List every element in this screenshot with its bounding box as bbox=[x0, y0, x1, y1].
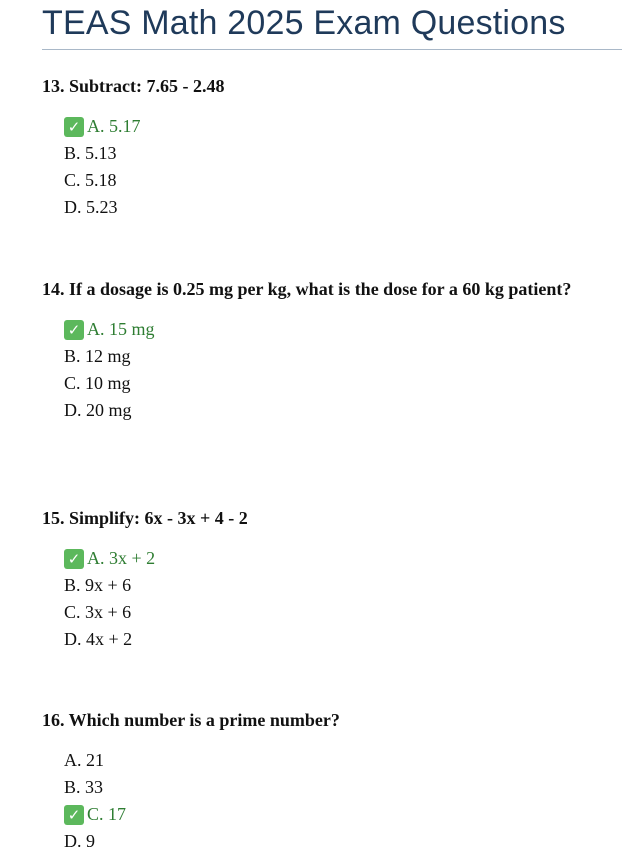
option-label: A. 15 mg bbox=[87, 319, 155, 339]
question-16 bbox=[42, 706, 612, 855]
option-c[interactable] bbox=[64, 167, 612, 194]
option-label: D. 9 bbox=[64, 831, 95, 851]
option-b[interactable] bbox=[64, 140, 612, 167]
option-b[interactable] bbox=[64, 774, 612, 801]
option-label: D. 5.23 bbox=[64, 197, 118, 217]
option-label: A. 3x + 2 bbox=[87, 548, 156, 568]
option-label: B. 12 mg bbox=[64, 346, 131, 366]
option-a[interactable] bbox=[64, 747, 612, 774]
question-text: 13. Subtract: 7.65 - 2.48 bbox=[42, 76, 225, 96]
option-c[interactable] bbox=[64, 801, 612, 828]
page-title: TEAS Math 2025 Exam Questions bbox=[42, 4, 566, 42]
check-icon: ✓ bbox=[64, 117, 84, 137]
answer-options bbox=[42, 113, 612, 221]
option-label: C. 5.18 bbox=[64, 170, 117, 190]
option-d[interactable] bbox=[64, 194, 612, 221]
question-text: 15. Simplify: 6x - 3x + 4 - 2 bbox=[42, 508, 248, 528]
option-c[interactable] bbox=[64, 370, 612, 397]
option-b[interactable] bbox=[64, 343, 612, 370]
option-a[interactable] bbox=[64, 545, 612, 572]
title-divider bbox=[42, 49, 622, 50]
question-13 bbox=[42, 72, 612, 221]
option-label: A. 21 bbox=[64, 750, 104, 770]
question-15 bbox=[42, 504, 612, 653]
question-text: 14. If a dosage is 0.25 mg per kg, what is the dose for a 60 kg patient? bbox=[42, 279, 572, 299]
option-d[interactable] bbox=[64, 626, 612, 653]
answer-options bbox=[42, 747, 612, 855]
option-label: D. 20 mg bbox=[64, 400, 132, 420]
question-text: 16. Which number is a prime number? bbox=[42, 710, 340, 730]
option-label: C. 17 bbox=[87, 804, 127, 824]
option-label: B. 9x + 6 bbox=[64, 575, 132, 595]
answer-options bbox=[42, 545, 612, 653]
option-a[interactable] bbox=[64, 316, 612, 343]
option-d[interactable] bbox=[64, 828, 612, 855]
option-d[interactable] bbox=[64, 397, 612, 424]
option-c[interactable] bbox=[64, 599, 612, 626]
option-label: A. 5.17 bbox=[87, 116, 141, 136]
check-icon: ✓ bbox=[64, 549, 84, 569]
option-b[interactable] bbox=[64, 572, 612, 599]
option-label: B. 5.13 bbox=[64, 143, 117, 163]
question-14 bbox=[42, 275, 612, 424]
option-label: D. 4x + 2 bbox=[64, 629, 133, 649]
answer-options bbox=[42, 316, 612, 424]
check-icon: ✓ bbox=[64, 805, 84, 825]
option-a[interactable] bbox=[64, 113, 612, 140]
check-icon: ✓ bbox=[64, 320, 84, 340]
option-label: B. 33 bbox=[64, 777, 104, 797]
option-label: C. 3x + 6 bbox=[64, 602, 132, 622]
option-label: C. 10 mg bbox=[64, 373, 131, 393]
